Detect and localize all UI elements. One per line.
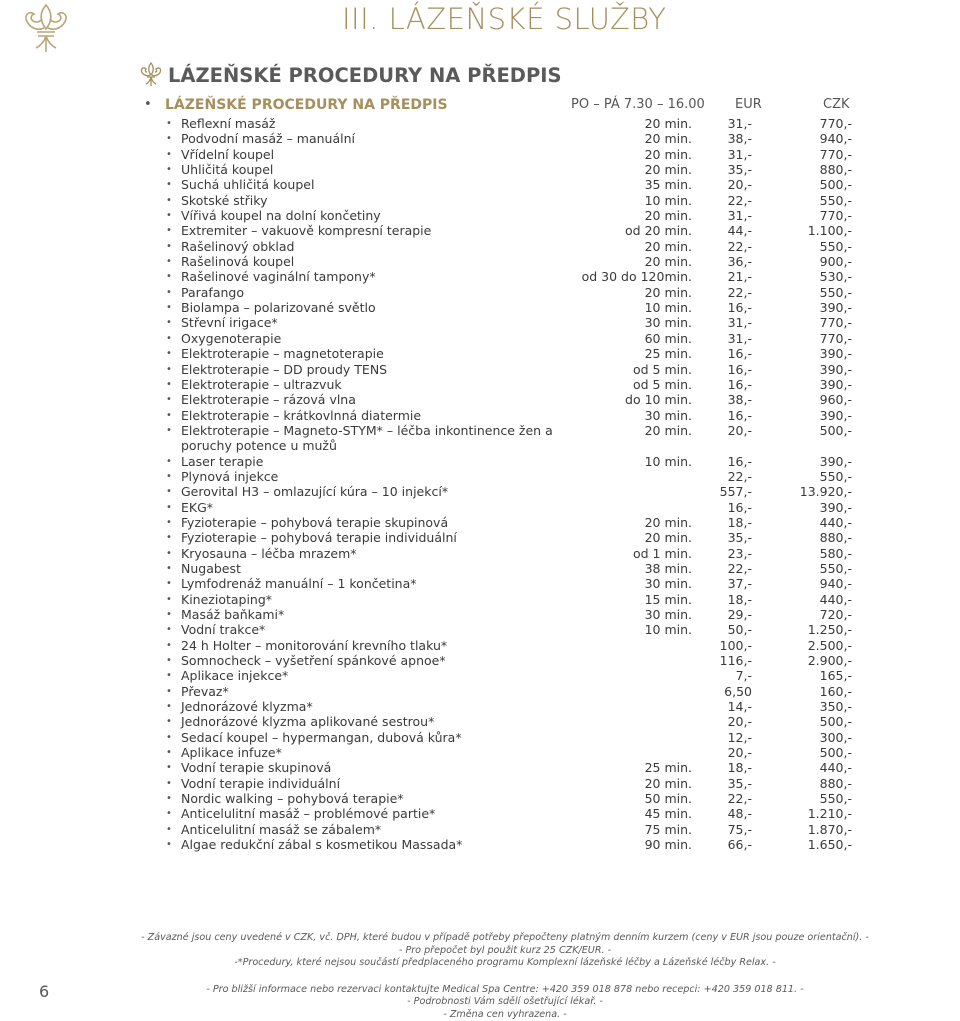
service-name: Elektroterapie – Magneto-STYM* – léčba inkontinence žen a poruchy potence u mužů [181, 423, 561, 454]
service-duration: 10 min. [552, 193, 692, 208]
service-row [162, 576, 862, 591]
service-name: Elektroterapie – krátkovlnná diatermie [181, 408, 561, 423]
price-czk: 550,- [772, 193, 852, 208]
service-name: Aplikace injekce* [181, 668, 561, 683]
service-row [162, 331, 862, 346]
service-duration: 75 min. [552, 822, 692, 837]
service-duration: od 5 min. [552, 377, 692, 392]
page-number: 6 [39, 982, 49, 1001]
service-duration: 30 min. [552, 576, 692, 591]
service-name: Rašelinová koupel [181, 254, 561, 269]
bullet-icon: • [166, 576, 172, 591]
service-row [162, 546, 862, 561]
price-czk: 580,- [772, 546, 852, 561]
service-duration: 25 min. [552, 346, 692, 361]
price-eur: 16,- [692, 300, 752, 315]
service-row [162, 837, 862, 852]
service-duration: 20 min. [552, 147, 692, 162]
price-eur: 6,50 [692, 684, 752, 699]
service-row [162, 177, 862, 192]
price-czk: 390,- [772, 346, 852, 361]
bullet-icon: • [166, 760, 172, 775]
price-czk: 1.650,- [772, 837, 852, 852]
bullet-icon: • [166, 331, 172, 346]
price-czk: 440,- [772, 515, 852, 530]
service-name: Vodní trakce* [181, 622, 561, 637]
service-name: Skotské střiky [181, 193, 561, 208]
service-name: Algae redukční zábal s kosmetikou Massada* [181, 837, 561, 852]
service-duration: 20 min. [552, 423, 692, 438]
price-czk: 960,- [772, 392, 852, 407]
service-row [162, 454, 862, 469]
service-name: Elektroterapie – magnetoterapie [181, 346, 561, 361]
bullet-icon: • [166, 131, 172, 146]
bullet-icon: • [166, 408, 172, 423]
service-duration: 50 min. [552, 791, 692, 806]
bullet-icon: • [166, 300, 172, 315]
price-eur: 20,- [692, 714, 752, 729]
price-czk: 1.100,- [772, 223, 852, 238]
service-duration: 30 min. [552, 315, 692, 330]
bullet-icon: • [166, 377, 172, 392]
price-eur: 16,- [692, 362, 752, 377]
service-name: Vodní terapie skupinová [181, 760, 561, 775]
bullet-icon: • [166, 684, 172, 699]
note-asterisk: -*Procedury, které nejsou součástí předplaceného programu Komplexní lázeňské léčby a Lázeňské léčby Relax. - [80, 957, 930, 970]
price-czk: 390,- [772, 500, 852, 515]
price-czk: 770,- [772, 331, 852, 346]
price-eur: 36,- [692, 254, 752, 269]
bullet-icon: • [166, 607, 172, 622]
bullet-icon: • [166, 254, 172, 269]
price-eur: 100,- [692, 638, 752, 653]
service-duration: 20 min. [552, 162, 692, 177]
service-name: 24 h Holter – monitorování krevního tlaku* [181, 638, 561, 653]
price-czk: 440,- [772, 592, 852, 607]
service-name: Laser terapie [181, 454, 561, 469]
service-duration: 25 min. [552, 760, 692, 775]
price-czk: 550,- [772, 791, 852, 806]
service-name: Elektroterapie – DD proudy TENS [181, 362, 561, 377]
price-eur: 116,- [692, 653, 752, 668]
price-eur: 31,- [692, 116, 752, 131]
service-row [162, 254, 862, 269]
bullet-icon: • [166, 530, 172, 545]
bullet-icon: • [166, 791, 172, 806]
service-name: Fyzioterapie – pohybová terapie skupinová [181, 515, 561, 530]
bullet-icon: • [166, 346, 172, 361]
service-duration: 20 min. [552, 208, 692, 223]
service-duration: 10 min. [552, 300, 692, 315]
service-row [162, 377, 862, 392]
bullet-icon: • [166, 561, 172, 576]
service-row [162, 684, 862, 699]
price-czk: 1.870,- [772, 822, 852, 837]
service-row [162, 653, 862, 668]
price-czk: 1.210,- [772, 806, 852, 821]
service-row [162, 745, 862, 760]
price-czk: 350,- [772, 699, 852, 714]
service-row [162, 223, 862, 238]
bullet-icon: • [166, 500, 172, 515]
bullet-icon: • [166, 269, 172, 284]
service-name: Vodní terapie individuální [181, 776, 561, 791]
price-eur: 22,- [692, 469, 752, 484]
price-czk: 390,- [772, 300, 852, 315]
price-czk: 2.500,- [772, 638, 852, 653]
bullet-icon: • [166, 638, 172, 653]
table-header-eur: EUR [735, 97, 762, 115]
service-name: Fyzioterapie – pohybová terapie individuální [181, 530, 561, 545]
service-name: Reflexní masáž [181, 116, 561, 131]
service-row [162, 362, 862, 377]
price-eur: 18,- [692, 760, 752, 775]
service-name: Aplikace infuze* [181, 745, 561, 760]
price-eur: 557,- [692, 484, 752, 499]
service-duration: od 5 min. [552, 362, 692, 377]
bullet-icon: • [166, 285, 172, 300]
table-header-name: LÁZEŇSKÉ PROCEDURY NA PŘEDPIS [165, 97, 448, 115]
price-eur: 35,- [692, 776, 752, 791]
price-czk: 550,- [772, 239, 852, 254]
service-row [162, 515, 862, 530]
bullet-icon: • [166, 454, 172, 469]
price-eur: 22,- [692, 285, 752, 300]
price-czk: 390,- [772, 454, 852, 469]
price-czk: 770,- [772, 208, 852, 223]
service-row [162, 408, 862, 423]
bullet-icon: • [166, 423, 172, 438]
service-name: Suchá uhličitá koupel [181, 177, 561, 192]
service-name: Anticelulitní masáž – problémové partie* [181, 806, 561, 821]
price-czk: 165,- [772, 668, 852, 683]
bullet-icon: • [166, 699, 172, 714]
price-eur: 31,- [692, 147, 752, 162]
price-czk: 550,- [772, 285, 852, 300]
price-czk: 880,- [772, 776, 852, 791]
bullet-icon: • [166, 392, 172, 407]
price-czk: 1.250,- [772, 622, 852, 637]
price-czk: 13.920,- [772, 484, 852, 499]
price-eur: 20,- [692, 177, 752, 192]
price-eur: 22,- [692, 239, 752, 254]
service-name: Uhličitá koupel [181, 162, 561, 177]
price-eur: 22,- [692, 791, 752, 806]
service-name: Extremiter – vakuově kompresní terapie [181, 223, 561, 238]
price-eur: 18,- [692, 592, 752, 607]
bullet-icon: • [166, 622, 172, 637]
service-row [162, 193, 862, 208]
service-name: Somnocheck – vyšetření spánkové apnoe* [181, 653, 561, 668]
price-eur: 38,- [692, 392, 752, 407]
price-czk: 390,- [772, 377, 852, 392]
price-eur: 20,- [692, 423, 752, 438]
service-duration: 20 min. [552, 131, 692, 146]
bullet-icon: • [166, 208, 172, 223]
service-row [162, 269, 862, 284]
price-eur: 44,- [692, 223, 752, 238]
service-name: Masáž baňkami* [181, 607, 561, 622]
service-name: Oxygenoterapie [181, 331, 561, 346]
price-eur: 38,- [692, 131, 752, 146]
price-czk: 500,- [772, 745, 852, 760]
price-czk: 500,- [772, 423, 852, 438]
price-czk: 500,- [772, 714, 852, 729]
bullet-icon: • [166, 822, 172, 837]
service-row [162, 622, 862, 637]
price-czk: 550,- [772, 561, 852, 576]
price-eur: 35,- [692, 162, 752, 177]
bullet-icon: • [166, 362, 172, 377]
bullet-icon: • [166, 714, 172, 729]
service-name: Parafango [181, 285, 561, 300]
service-duration: 20 min. [552, 239, 692, 254]
bullet-icon: • [166, 745, 172, 760]
service-duration: 30 min. [552, 408, 692, 423]
service-row [162, 239, 862, 254]
price-eur: 16,- [692, 500, 752, 515]
bullet-icon: • [166, 837, 172, 852]
service-row [162, 208, 862, 223]
service-row [162, 315, 862, 330]
price-czk: 720,- [772, 607, 852, 622]
price-czk: 440,- [772, 760, 852, 775]
fleur-de-lis-logo-icon [22, 2, 70, 56]
service-name: Plynová injekce [181, 469, 561, 484]
bullet-icon: • [166, 484, 172, 499]
service-name: Vířivá koupel na dolní končetiny [181, 208, 561, 223]
service-row [162, 300, 862, 315]
price-czk: 940,- [772, 131, 852, 146]
bullet-icon: • [166, 776, 172, 791]
table-header-hours: PO – PÁ 7.30 – 16.00 [571, 97, 705, 115]
service-row [162, 699, 862, 714]
service-duration: 30 min. [552, 607, 692, 622]
service-row [162, 822, 862, 837]
service-row [162, 285, 862, 300]
price-eur: 31,- [692, 315, 752, 330]
price-eur: 35,- [692, 530, 752, 545]
bullet-icon: • [166, 546, 172, 561]
service-row [162, 714, 862, 729]
service-duration: 20 min. [552, 776, 692, 791]
service-row [162, 776, 862, 791]
price-czk: 770,- [772, 315, 852, 330]
price-eur: 29,- [692, 607, 752, 622]
service-duration: 45 min. [552, 806, 692, 821]
service-name: Podvodní masáž – manuální [181, 131, 561, 146]
price-czk: 550,- [772, 469, 852, 484]
service-name: Rašelinový obklad [181, 239, 561, 254]
price-eur: 48,- [692, 806, 752, 821]
price-czk: 390,- [772, 362, 852, 377]
service-row [162, 592, 862, 607]
price-eur: 75,- [692, 822, 752, 837]
note-price-change: - Změna cen vyhrazena. - [80, 1009, 930, 1021]
service-duration: 20 min. [552, 116, 692, 131]
note-exchange-rate: - Pro přepočet byl použit kurz 25 CZK/EUR. - [80, 945, 930, 958]
price-eur: 20,- [692, 745, 752, 760]
price-czk: 390,- [772, 408, 852, 423]
price-eur: 31,- [692, 208, 752, 223]
service-row [162, 668, 862, 683]
service-duration: 15 min. [552, 592, 692, 607]
bullet-icon: • [166, 239, 172, 254]
service-duration: 20 min. [552, 254, 692, 269]
service-duration: 38 min. [552, 561, 692, 576]
section-heading [140, 62, 562, 88]
service-name: Jednorázové klyzma* [181, 699, 561, 714]
bullet-icon: • [166, 116, 172, 131]
service-duration: 90 min. [552, 837, 692, 852]
bullet-icon: • [166, 653, 172, 668]
service-duration: 10 min. [552, 454, 692, 469]
header-bullet-icon: • [144, 97, 152, 115]
service-row [162, 530, 862, 545]
bullet-icon: • [166, 515, 172, 530]
service-row [162, 760, 862, 775]
service-name: Nugabest [181, 561, 561, 576]
price-eur: 31,- [692, 331, 752, 346]
bullet-icon: • [166, 162, 172, 177]
service-name: Elektroterapie – ultrazvuk [181, 377, 561, 392]
service-duration: 20 min. [552, 285, 692, 300]
service-duration: od 20 min. [552, 223, 692, 238]
bullet-icon: • [166, 668, 172, 683]
bullet-icon: • [166, 223, 172, 238]
footnotes [80, 932, 930, 1021]
service-row [162, 607, 862, 622]
price-eur: 14,- [692, 699, 752, 714]
note-contact: - Pro bližší informace nebo rezervaci kontaktujte Medical Spa Centre: +420 359 018 878 nebo recepci: +420 359 018 811. - [80, 984, 930, 997]
service-duration: 20 min. [552, 530, 692, 545]
price-eur: 7,- [692, 668, 752, 683]
chapter-title: III. LÁZEŇSKÉ SLUŽBY [342, 2, 666, 36]
price-eur: 16,- [692, 346, 752, 361]
service-name: Střevní irigace* [181, 315, 561, 330]
service-row [162, 638, 862, 653]
price-eur: 16,- [692, 408, 752, 423]
bullet-icon: • [166, 193, 172, 208]
service-row [162, 806, 862, 821]
price-czk: 770,- [772, 116, 852, 131]
bullet-icon: • [166, 315, 172, 330]
price-eur: 18,- [692, 515, 752, 530]
service-name: Anticelulitní masáž se zábalem* [181, 822, 561, 837]
fleur-de-lis-icon [140, 62, 162, 88]
service-row [162, 500, 862, 515]
price-czk: 880,- [772, 162, 852, 177]
price-czk: 300,- [772, 730, 852, 745]
service-row [162, 791, 862, 806]
price-czk: 770,- [772, 147, 852, 162]
service-name: Gerovital H3 – omlazující kúra – 10 injekcí* [181, 484, 561, 499]
service-row [162, 147, 862, 162]
service-name: Lymfodrenáž manuální – 1 končetina* [181, 576, 561, 591]
service-name: Elektroterapie – rázová vlna [181, 392, 561, 407]
price-eur: 12,- [692, 730, 752, 745]
bullet-icon: • [166, 730, 172, 745]
section-title: LÁZEŇSKÉ PROCEDURY NA PŘEDPIS [168, 64, 562, 87]
service-name: Vřídelní koupel [181, 147, 561, 162]
service-row [162, 392, 862, 407]
bullet-icon: • [166, 469, 172, 484]
price-eur: 23,- [692, 546, 752, 561]
bullet-icon: • [166, 177, 172, 192]
note-prices: - Závazné jsou ceny uvedené v CZK, vč. DPH, které budou v případě potřeby přepočteny platným denním kurzem (ceny v EUR jsou pouze orientační). - [80, 932, 930, 945]
service-row [162, 484, 862, 499]
service-name: Kineziotaping* [181, 592, 561, 607]
price-czk: 160,- [772, 684, 852, 699]
service-price-list [162, 116, 862, 853]
price-eur: 16,- [692, 454, 752, 469]
service-row [162, 131, 862, 146]
price-czk: 530,- [772, 269, 852, 284]
service-name: Sedací koupel – hypermangan, dubová kůra* [181, 730, 561, 745]
note-doctor: - Podrobnosti Vám sdělí ošetřující lékař. - [80, 996, 930, 1009]
service-row [162, 469, 862, 484]
bullet-icon: • [166, 147, 172, 162]
service-row [162, 730, 862, 745]
service-name: Jednorázové klyzma aplikované sestrou* [181, 714, 561, 729]
service-row [162, 346, 862, 361]
service-duration: do 10 min. [552, 392, 692, 407]
price-czk: 500,- [772, 177, 852, 192]
service-name: Biolampa – polarizované světlo [181, 300, 561, 315]
table-header-czk: CZK [823, 97, 850, 115]
bullet-icon: • [166, 806, 172, 821]
bullet-icon: • [166, 592, 172, 607]
service-duration: 10 min. [552, 622, 692, 637]
price-eur: 21,- [692, 269, 752, 284]
service-name: Nordic walking – pohybová terapie* [181, 791, 561, 806]
service-row [162, 116, 862, 131]
service-row [162, 561, 862, 576]
price-czk: 880,- [772, 530, 852, 545]
service-duration: 20 min. [552, 515, 692, 530]
service-name: Kryosauna – léčba mrazem* [181, 546, 561, 561]
price-eur: 22,- [692, 561, 752, 576]
price-eur: 22,- [692, 193, 752, 208]
service-name: EKG* [181, 500, 561, 515]
price-eur: 66,- [692, 837, 752, 852]
service-row [162, 162, 862, 177]
service-name: Rašelinové vaginální tampony* [181, 269, 561, 284]
price-eur: 50,- [692, 622, 752, 637]
service-row [162, 423, 862, 454]
price-eur: 16,- [692, 377, 752, 392]
price-eur: 37,- [692, 576, 752, 591]
service-duration: 35 min. [552, 177, 692, 192]
service-duration: od 1 min. [552, 546, 692, 561]
price-czk: 940,- [772, 576, 852, 591]
price-czk: 900,- [772, 254, 852, 269]
service-duration: 60 min. [552, 331, 692, 346]
service-duration: od 30 do 120min. [552, 269, 692, 284]
service-name: Převaz* [181, 684, 561, 699]
price-czk: 2.900,- [772, 653, 852, 668]
